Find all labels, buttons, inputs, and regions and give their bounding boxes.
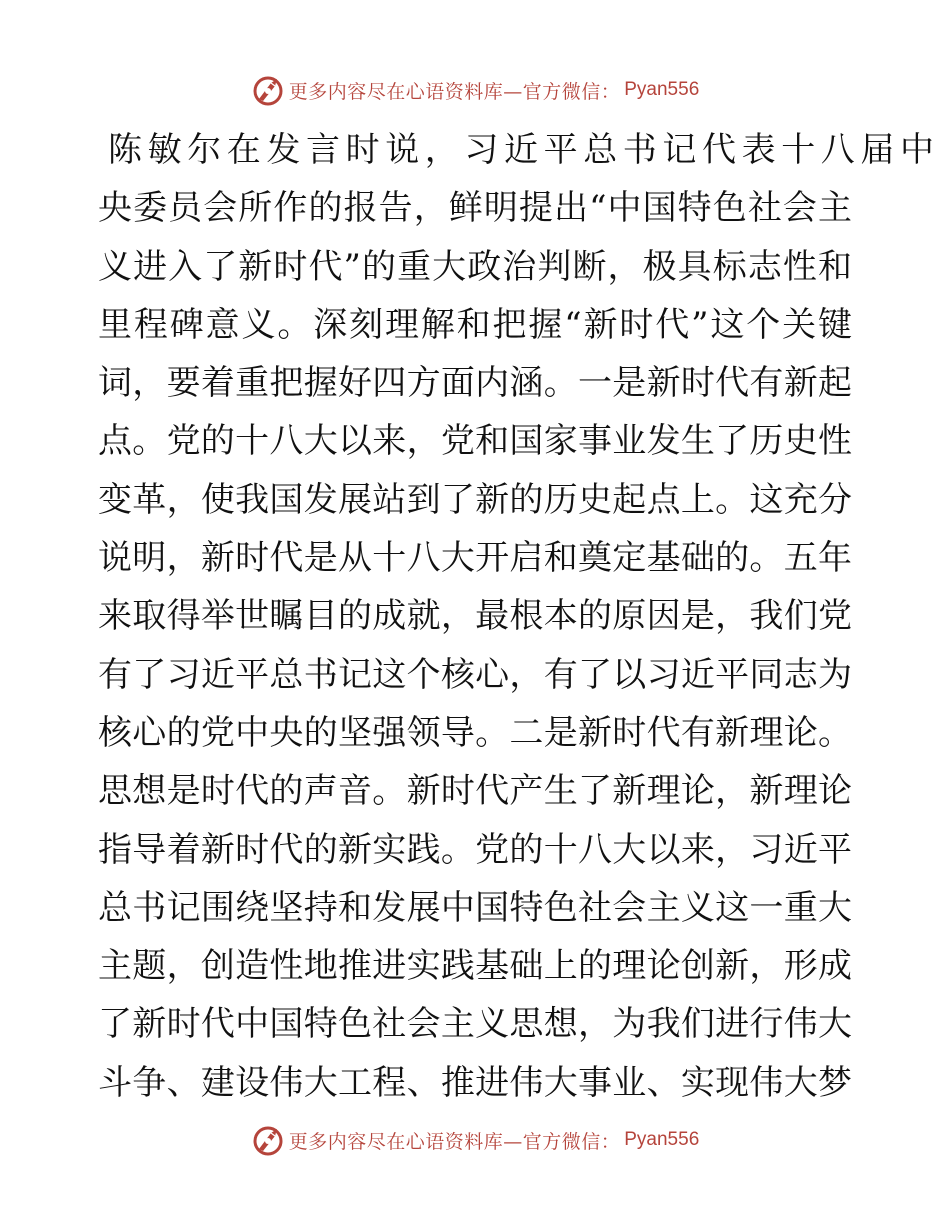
body-line: 变革，使我国发展站到了新的历史起点上。这充分 xyxy=(98,479,852,520)
body-line: 主题，创造性地推进实践基础上的理论创新，形成 xyxy=(98,946,852,987)
body-line: 里程碑意义。深刻理解和把握“新时代”这个关键 xyxy=(98,304,852,345)
body-line: 来取得举世瞩目的成就，最根本的原因是，我们党 xyxy=(98,596,852,637)
body-line: 陈敏尔在发言时说，习近平总书记代表十八届中 xyxy=(108,130,940,170)
article-body xyxy=(98,121,940,1112)
body-line: 总书记围绕坚持和发展中国特色社会主义这一重大 xyxy=(98,887,852,928)
body-line: 思想是时代的声音。新时代产生了新理论，新理论 xyxy=(98,771,852,812)
quill-pen-logo-icon xyxy=(251,73,285,107)
header-wechat-id: Pyan556 xyxy=(624,79,700,100)
header-banner-text: 更多内容尽在心语资料库—官方微信： xyxy=(288,80,621,103)
footer-banner-text: 更多内容尽在心语资料库—官方微信： xyxy=(288,1130,621,1153)
header-watermark-banner xyxy=(0,70,950,110)
body-line: 说明，新时代是从十八大开启和奠定基础的。五年 xyxy=(98,538,852,579)
quill-pen-logo-icon xyxy=(251,1123,285,1157)
body-line: 了新时代中国特色社会主义思想，为我们进行伟大 xyxy=(98,1004,852,1045)
body-line: 指导着新时代的新实践。党的十八大以来，习近平 xyxy=(98,829,852,870)
body-line: 有了习近平总书记这个核心，有了以习近平同志为 xyxy=(98,654,852,695)
footer-wechat-id: Pyan556 xyxy=(624,1129,700,1150)
body-line: 词，要着重把握好四方面内涵。一是新时代有新起 xyxy=(98,363,852,404)
footer-watermark-banner xyxy=(0,1120,950,1160)
body-line: 央委员会所作的报告，鲜明提出“中国特色社会主 xyxy=(98,188,852,229)
body-line: 斗争、建设伟大工程、推进伟大事业、实现伟大梦 xyxy=(98,1062,852,1103)
body-line: 点。党的十八大以来，党和国家事业发生了历史性 xyxy=(98,421,852,462)
body-line: 义进入了新时代”的重大政治判断，极具标志性和 xyxy=(98,246,852,287)
body-line: 核心的党中央的坚强领导。二是新时代有新理论。 xyxy=(98,712,852,753)
